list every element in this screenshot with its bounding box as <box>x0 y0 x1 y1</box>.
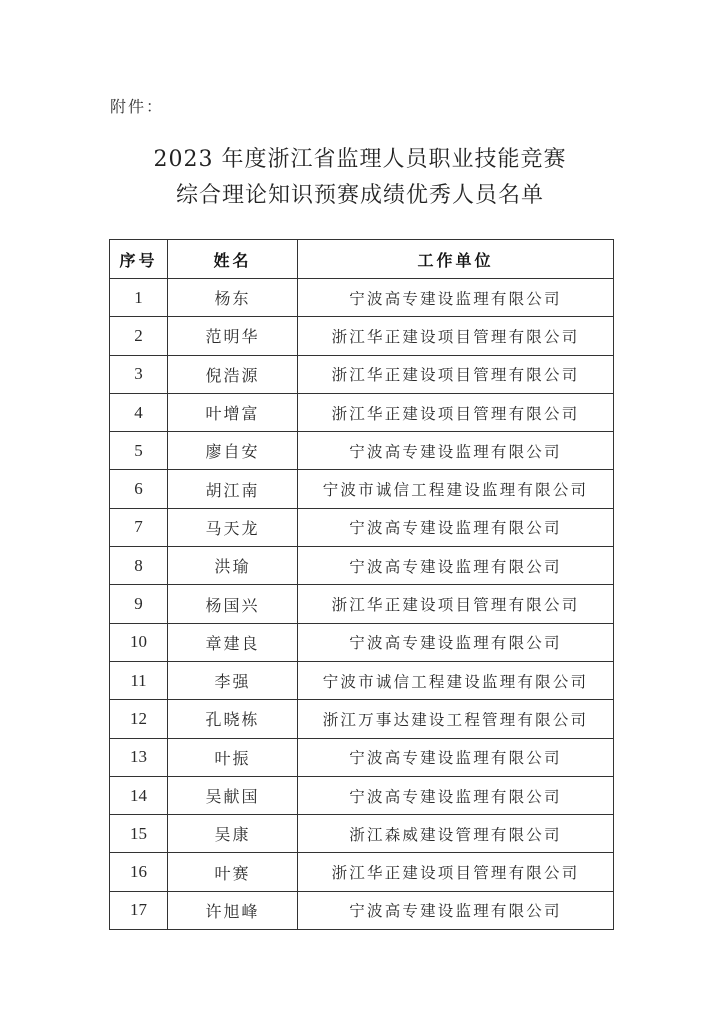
cell-work-unit: 宁波市诚信工程建设监理有限公司 <box>298 661 614 699</box>
table-row <box>110 393 614 431</box>
cell-name: 吴献国 <box>168 776 298 814</box>
cell-name: 许旭峰 <box>168 891 298 929</box>
cell-name: 章建良 <box>168 623 298 661</box>
cell-serial-number: 5 <box>110 432 168 470</box>
table-row <box>110 700 614 738</box>
cell-serial-number: 11 <box>110 661 168 699</box>
document-title-line-2: 综合理论知识预赛成绩优秀人员名单 <box>175 183 544 208</box>
cell-name: 杨东 <box>168 279 298 317</box>
cell-work-unit: 浙江华正建设项目管理有限公司 <box>298 317 614 355</box>
table-row <box>110 470 614 508</box>
cell-work-unit: 宁波高专建设监理有限公司 <box>298 547 614 585</box>
cell-work-unit: 浙江华正建设项目管理有限公司 <box>298 853 614 891</box>
cell-work-unit: 宁波高专建设监理有限公司 <box>298 623 614 661</box>
cell-serial-number: 3 <box>110 355 168 393</box>
cell-work-unit: 宁波高专建设监理有限公司 <box>298 279 614 317</box>
table-row <box>110 317 614 355</box>
cell-name: 范明华 <box>168 317 298 355</box>
cell-work-unit: 浙江森威建设管理有限公司 <box>298 815 614 853</box>
cell-work-unit: 浙江万事达建设工程管理有限公司 <box>298 700 614 738</box>
header-name: 姓名 <box>168 240 298 279</box>
table-row <box>110 738 614 776</box>
header-work-unit: 工作单位 <box>298 240 614 279</box>
table-row <box>110 355 614 393</box>
cell-work-unit: 宁波市诚信工程建设监理有限公司 <box>298 470 614 508</box>
table-row <box>110 585 614 623</box>
cell-name: 倪浩源 <box>168 355 298 393</box>
table-row <box>110 853 614 891</box>
cell-serial-number: 6 <box>110 470 168 508</box>
table-row <box>110 815 614 853</box>
cell-serial-number: 14 <box>110 776 168 814</box>
cell-name: 叶赛 <box>168 853 298 891</box>
table-row <box>110 547 614 585</box>
cell-serial-number: 2 <box>110 317 168 355</box>
cell-serial-number: 9 <box>110 585 168 623</box>
table-row <box>110 279 614 317</box>
cell-name: 孔晓栋 <box>168 700 298 738</box>
cell-work-unit: 浙江华正建设项目管理有限公司 <box>298 355 614 393</box>
table-row <box>110 776 614 814</box>
cell-serial-number: 16 <box>110 853 168 891</box>
cell-work-unit: 宁波高专建设监理有限公司 <box>298 776 614 814</box>
cell-serial-number: 1 <box>110 279 168 317</box>
winners-table <box>109 239 614 930</box>
cell-work-unit: 浙江华正建设项目管理有限公司 <box>298 585 614 623</box>
attachment-label: 附件： <box>110 97 165 116</box>
cell-name: 叶振 <box>168 738 298 776</box>
cell-work-unit: 浙江华正建设项目管理有限公司 <box>298 393 614 431</box>
cell-serial-number: 13 <box>110 738 168 776</box>
table-header-row <box>110 240 614 279</box>
table-row <box>110 623 614 661</box>
header-serial-number: 序号 <box>110 240 168 279</box>
cell-work-unit: 宁波高专建设监理有限公司 <box>298 432 614 470</box>
table-row <box>110 508 614 546</box>
cell-name: 李强 <box>168 661 298 699</box>
cell-serial-number: 4 <box>110 393 168 431</box>
cell-serial-number: 8 <box>110 547 168 585</box>
table-row <box>110 432 614 470</box>
cell-name: 叶增富 <box>168 393 298 431</box>
cell-name: 杨国兴 <box>168 585 298 623</box>
cell-serial-number: 10 <box>110 623 168 661</box>
cell-name: 洪瑜 <box>168 547 298 585</box>
cell-serial-number: 12 <box>110 700 168 738</box>
cell-name: 吴康 <box>168 815 298 853</box>
cell-name: 胡江南 <box>168 470 298 508</box>
cell-serial-number: 17 <box>110 891 168 929</box>
document-title-line-1: 2023 年度浙江省监理人员职业技能竞赛 <box>153 147 567 172</box>
cell-serial-number: 7 <box>110 508 168 546</box>
cell-name: 马天龙 <box>168 508 298 546</box>
cell-work-unit: 宁波高专建设监理有限公司 <box>298 508 614 546</box>
cell-name: 廖自安 <box>168 432 298 470</box>
cell-serial-number: 15 <box>110 815 168 853</box>
table-row <box>110 891 614 929</box>
table-row <box>110 661 614 699</box>
cell-work-unit: 宁波高专建设监理有限公司 <box>298 738 614 776</box>
cell-work-unit: 宁波高专建设监理有限公司 <box>298 891 614 929</box>
